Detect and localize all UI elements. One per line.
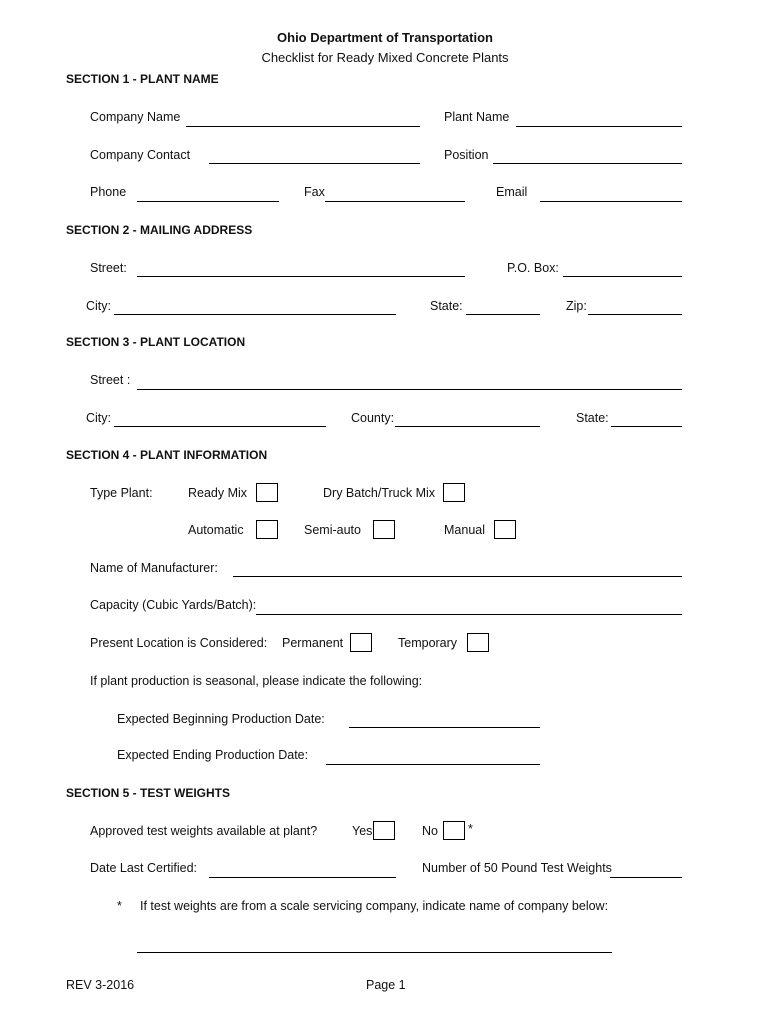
yes-label: Yes — [352, 824, 373, 838]
position-label: Position — [444, 148, 489, 162]
po-box-field[interactable] — [563, 276, 682, 277]
plant-name-label: Plant Name — [444, 110, 510, 124]
ready-mix-label: Ready Mix — [188, 486, 248, 500]
semi-auto-checkbox[interactable] — [373, 520, 395, 539]
date-certified-label: Date Last Certified: — [90, 861, 197, 875]
dry-batch-checkbox[interactable] — [443, 483, 465, 502]
plant-name-field[interactable] — [516, 126, 682, 127]
section1-heading: SECTION 1 - PLANT NAME — [66, 72, 219, 86]
mailing-street-field[interactable] — [137, 276, 465, 277]
end-date-label: Expected Ending Production Date: — [117, 748, 309, 762]
county-label: County: — [351, 411, 395, 425]
temporary-checkbox[interactable] — [467, 633, 489, 652]
end-date-field[interactable] — [326, 764, 540, 765]
num-weights-label: Number of 50 Pound Test Weights — [422, 861, 612, 875]
seasonal-note: If plant production is seasonal, please indicate the following: — [90, 674, 423, 688]
company-contact-field[interactable] — [209, 163, 420, 164]
automatic-label: Automatic — [188, 523, 244, 537]
no-asterisk: * — [468, 822, 473, 836]
section4-heading: SECTION 4 - PLANT INFORMATION — [66, 448, 268, 462]
manufacturer-field[interactable] — [233, 576, 682, 577]
company-name-field[interactable] — [186, 126, 420, 127]
capacity-field[interactable] — [256, 614, 682, 615]
mailing-street-label: Street: — [90, 261, 127, 275]
type-plant-label: Type Plant: — [90, 486, 153, 500]
no-label: No — [422, 824, 438, 838]
note-asterisk: * — [117, 899, 122, 913]
section2-heading: SECTION 2 - MAILING ADDRESS — [66, 223, 253, 237]
yes-checkbox[interactable] — [373, 821, 395, 840]
fax-field[interactable] — [325, 201, 465, 202]
revision-label: REV 3-2016 — [66, 978, 135, 992]
num-weights-field[interactable] — [610, 877, 682, 878]
dry-batch-label: Dry Batch/Truck Mix — [323, 486, 436, 500]
mailing-state-label: State: — [430, 299, 463, 313]
servicing-company-field[interactable] — [137, 952, 612, 953]
automatic-checkbox[interactable] — [256, 520, 278, 539]
section3-heading: SECTION 3 - PLANT LOCATION — [66, 335, 246, 349]
permanent-checkbox[interactable] — [350, 633, 372, 652]
position-field[interactable] — [493, 163, 682, 164]
begin-date-field[interactable] — [349, 727, 540, 728]
mailing-city-field[interactable] — [114, 314, 396, 315]
location-state-field[interactable] — [611, 426, 682, 427]
semi-auto-label: Semi-auto — [304, 523, 361, 537]
location-state-label: State: — [576, 411, 609, 425]
company-contact-label: Company Contact — [90, 148, 191, 162]
company-name-label: Company Name — [90, 110, 181, 124]
no-checkbox[interactable] — [443, 821, 465, 840]
begin-date-label: Expected Beginning Production Date: — [117, 712, 325, 726]
manufacturer-label: Name of Manufacturer: — [90, 561, 218, 575]
zip-field[interactable] — [588, 314, 682, 315]
capacity-label: Capacity (Cubic Yards/Batch): — [90, 598, 257, 612]
manual-checkbox[interactable] — [494, 520, 516, 539]
date-certified-field[interactable] — [209, 877, 396, 878]
location-street-label: Street : — [90, 373, 131, 387]
approved-weights-label: Approved test weights available at plant? — [90, 824, 318, 838]
county-field[interactable] — [395, 426, 540, 427]
section5-heading: SECTION 5 - TEST WEIGHTS — [66, 786, 231, 800]
manual-label: Manual — [444, 523, 485, 537]
po-box-label: P.O. Box: — [507, 261, 559, 275]
test-weights-note: If test weights are from a scale servicing company, indicate name of company below: — [140, 899, 609, 913]
mailing-city-label: City: — [86, 299, 111, 313]
document-subtitle: Checklist for Ready Mixed Concrete Plants — [261, 50, 509, 65]
phone-field[interactable] — [137, 201, 279, 202]
temporary-label: Temporary — [398, 636, 458, 650]
fax-label: Fax — [304, 185, 325, 199]
mailing-state-field[interactable] — [466, 314, 540, 315]
page-number: Page 1 — [366, 978, 406, 992]
ready-mix-checkbox[interactable] — [256, 483, 278, 502]
phone-label: Phone — [90, 185, 127, 199]
location-city-field[interactable] — [114, 426, 326, 427]
email-label: Email — [496, 185, 528, 199]
permanent-label: Permanent — [282, 636, 344, 650]
location-city-label: City: — [86, 411, 111, 425]
document-title: Ohio Department of Transportation — [277, 30, 493, 45]
email-field[interactable] — [540, 201, 682, 202]
zip-label: Zip: — [566, 299, 587, 313]
location-street-field[interactable] — [137, 389, 682, 390]
present-location-label: Present Location is Considered: — [90, 636, 268, 650]
